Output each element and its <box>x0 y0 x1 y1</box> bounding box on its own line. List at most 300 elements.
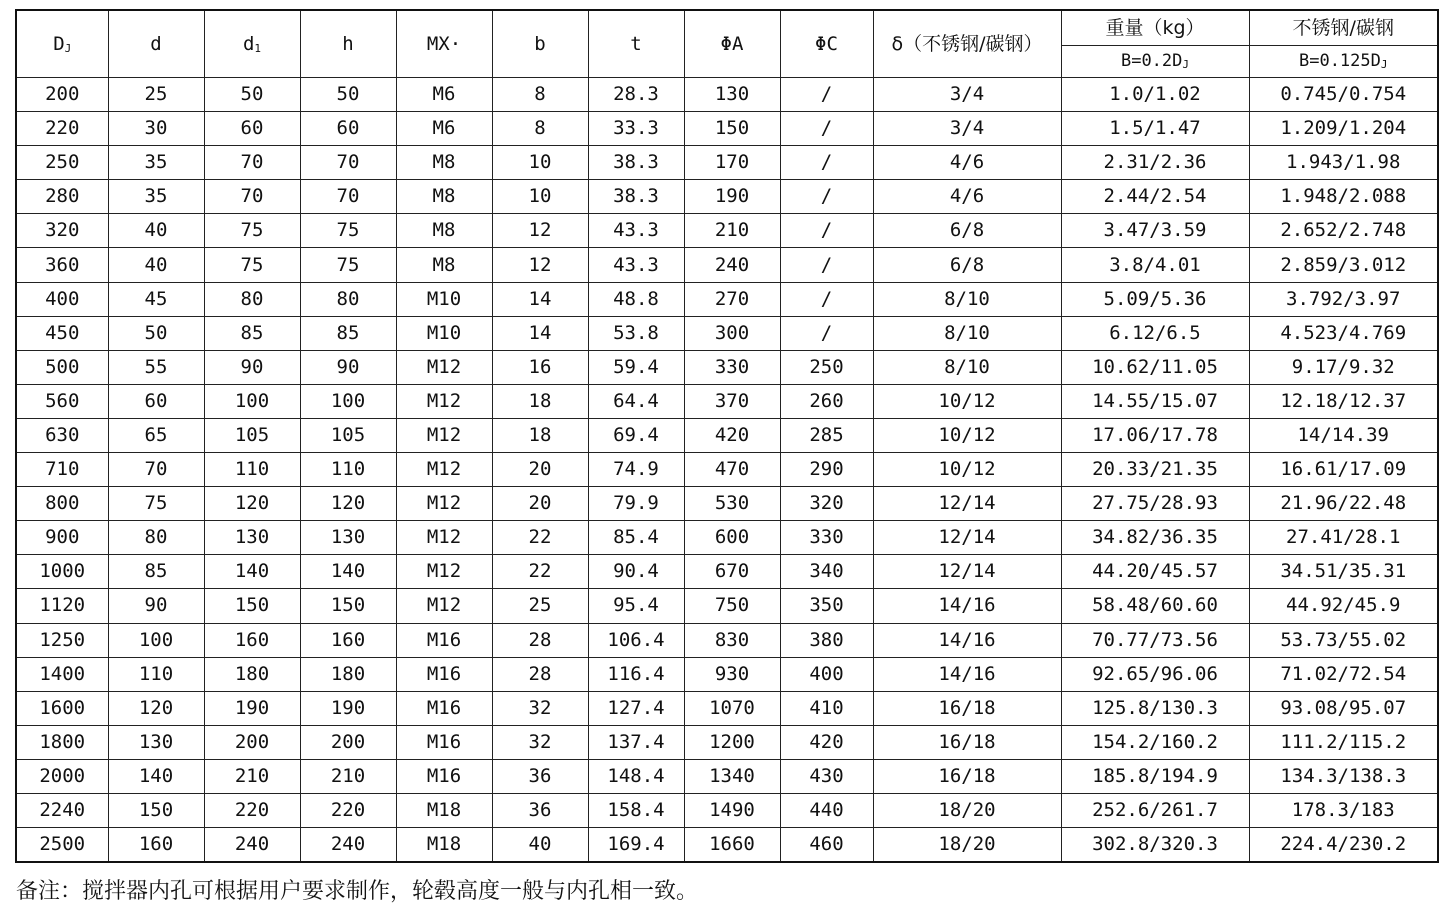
cell-delta: 3/4 <box>873 78 1061 112</box>
table-row <box>16 282 1438 316</box>
cell-b: 22 <box>492 555 588 589</box>
cell-phi-a: 1490 <box>684 793 780 827</box>
cell-phi-c: 330 <box>780 521 873 555</box>
cell-mx: M18 <box>396 828 492 863</box>
cell-h: 120 <box>300 487 396 521</box>
cell-b: 18 <box>492 418 588 452</box>
cell-delta: 8/10 <box>873 282 1061 316</box>
cell-ss-cs: 224.4/230.2 <box>1249 828 1438 863</box>
cell-weight: 20.33/21.35 <box>1061 453 1249 487</box>
cell-mx: M16 <box>396 759 492 793</box>
cell-h: 100 <box>300 384 396 418</box>
cell-t: 43.3 <box>588 248 684 282</box>
cell-delta: 4/6 <box>873 180 1061 214</box>
cell-ss-cs: 71.02/72.54 <box>1249 657 1438 691</box>
cell-dj: 560 <box>16 384 108 418</box>
cell-d1: 130 <box>204 521 300 555</box>
cell-dj: 360 <box>16 248 108 282</box>
cell-phi-c: 285 <box>780 418 873 452</box>
cell-b: 22 <box>492 521 588 555</box>
cell-weight: 58.48/60.60 <box>1061 589 1249 623</box>
cell-t: 43.3 <box>588 214 684 248</box>
cell-d1: 220 <box>204 793 300 827</box>
cell-ss-cs: 21.96/22.48 <box>1249 487 1438 521</box>
cell-d1: 75 <box>204 248 300 282</box>
cell-phi-a: 300 <box>684 316 780 350</box>
cell-d: 50 <box>108 316 204 350</box>
cell-phi-a: 600 <box>684 521 780 555</box>
cell-ss-cs: 134.3/138.3 <box>1249 759 1438 793</box>
cell-d: 35 <box>108 180 204 214</box>
cell-dj: 800 <box>16 487 108 521</box>
table-row <box>16 793 1438 827</box>
cell-h: 110 <box>300 453 396 487</box>
cell-d: 75 <box>108 487 204 521</box>
table-header <box>16 10 1438 78</box>
cell-phi-c: 440 <box>780 793 873 827</box>
cell-mx: M8 <box>396 146 492 180</box>
cell-h: 240 <box>300 828 396 863</box>
cell-phi-c: 410 <box>780 691 873 725</box>
cell-h: 130 <box>300 521 396 555</box>
table-row <box>16 623 1438 657</box>
cell-t: 53.8 <box>588 316 684 350</box>
cell-d1: 140 <box>204 555 300 589</box>
cell-t: 64.4 <box>588 384 684 418</box>
cell-weight: 1.0/1.02 <box>1061 78 1249 112</box>
cell-d1: 80 <box>204 282 300 316</box>
header-weight: 重量（kg） <box>1061 10 1249 46</box>
table-row <box>16 214 1438 248</box>
cell-ss-cs: 2.859/3.012 <box>1249 248 1438 282</box>
cell-weight: 3.47/3.59 <box>1061 214 1249 248</box>
cell-t: 90.4 <box>588 555 684 589</box>
cell-weight: 17.06/17.78 <box>1061 418 1249 452</box>
cell-dj: 1250 <box>16 623 108 657</box>
cell-mx: M8 <box>396 214 492 248</box>
cell-mx: M12 <box>396 384 492 418</box>
table-row <box>16 691 1438 725</box>
cell-phi-c: 380 <box>780 623 873 657</box>
cell-d1: 70 <box>204 146 300 180</box>
cell-d: 85 <box>108 555 204 589</box>
cell-dj: 280 <box>16 180 108 214</box>
cell-delta: 12/14 <box>873 555 1061 589</box>
cell-delta: 6/8 <box>873 214 1061 248</box>
cell-d: 30 <box>108 112 204 146</box>
cell-h: 140 <box>300 555 396 589</box>
cell-mx: M6 <box>396 78 492 112</box>
cell-phi-a: 470 <box>684 453 780 487</box>
cell-delta: 12/14 <box>873 521 1061 555</box>
cell-d1: 60 <box>204 112 300 146</box>
cell-t: 79.9 <box>588 487 684 521</box>
cell-phi-a: 1070 <box>684 691 780 725</box>
header-delta: δ（不锈钢/碳钢） <box>873 10 1061 78</box>
cell-phi-a: 930 <box>684 657 780 691</box>
cell-dj: 1600 <box>16 691 108 725</box>
cell-h: 90 <box>300 350 396 384</box>
cell-phi-c: 400 <box>780 657 873 691</box>
cell-b: 32 <box>492 725 588 759</box>
header-h: h <box>300 10 396 78</box>
cell-phi-a: 370 <box>684 384 780 418</box>
cell-weight: 44.20/45.57 <box>1061 555 1249 589</box>
cell-ss-cs: 1.943/1.98 <box>1249 146 1438 180</box>
cell-phi-a: 750 <box>684 589 780 623</box>
cell-weight: 27.75/28.93 <box>1061 487 1249 521</box>
cell-h: 190 <box>300 691 396 725</box>
cell-delta: 14/16 <box>873 623 1061 657</box>
cell-b: 28 <box>492 623 588 657</box>
table-row <box>16 180 1438 214</box>
cell-t: 169.4 <box>588 828 684 863</box>
cell-t: 148.4 <box>588 759 684 793</box>
cell-d1: 50 <box>204 78 300 112</box>
cell-delta: 10/12 <box>873 384 1061 418</box>
cell-weight: 92.65/96.06 <box>1061 657 1249 691</box>
cell-phi-c: / <box>780 180 873 214</box>
cell-phi-c: / <box>780 282 873 316</box>
cell-d: 40 <box>108 248 204 282</box>
cell-weight: 185.8/194.9 <box>1061 759 1249 793</box>
cell-d: 25 <box>108 78 204 112</box>
cell-phi-c: 420 <box>780 725 873 759</box>
cell-delta: 8/10 <box>873 316 1061 350</box>
header-phi-c: ΦC <box>780 10 873 78</box>
cell-phi-c: 260 <box>780 384 873 418</box>
cell-mx: M6 <box>396 112 492 146</box>
cell-h: 75 <box>300 248 396 282</box>
cell-ss-cs: 1.948/2.088 <box>1249 180 1438 214</box>
cell-phi-a: 830 <box>684 623 780 657</box>
table-row <box>16 316 1438 350</box>
cell-weight: 2.31/2.36 <box>1061 146 1249 180</box>
cell-d: 80 <box>108 521 204 555</box>
cell-d: 40 <box>108 214 204 248</box>
cell-phi-c: / <box>780 248 873 282</box>
cell-dj: 2000 <box>16 759 108 793</box>
cell-dj: 1800 <box>16 725 108 759</box>
spec-table <box>15 9 1439 863</box>
cell-mx: M10 <box>396 282 492 316</box>
cell-phi-a: 420 <box>684 418 780 452</box>
cell-phi-c: 350 <box>780 589 873 623</box>
cell-dj: 2240 <box>16 793 108 827</box>
cell-d1: 190 <box>204 691 300 725</box>
header-mx: MX· <box>396 10 492 78</box>
cell-delta: 10/12 <box>873 418 1061 452</box>
header-d: d <box>108 10 204 78</box>
cell-weight: 6.12/6.5 <box>1061 316 1249 350</box>
table-row <box>16 350 1438 384</box>
cell-t: 158.4 <box>588 793 684 827</box>
cell-d1: 210 <box>204 759 300 793</box>
cell-dj: 900 <box>16 521 108 555</box>
cell-b: 16 <box>492 350 588 384</box>
cell-dj: 1120 <box>16 589 108 623</box>
cell-dj: 220 <box>16 112 108 146</box>
cell-dj: 1400 <box>16 657 108 691</box>
cell-b: 36 <box>492 759 588 793</box>
cell-b: 8 <box>492 78 588 112</box>
cell-h: 105 <box>300 418 396 452</box>
cell-ss-cs: 2.652/2.748 <box>1249 214 1438 248</box>
cell-h: 70 <box>300 180 396 214</box>
cell-b: 14 <box>492 282 588 316</box>
header-dj: $D_J$ <box>16 10 108 78</box>
cell-b: 28 <box>492 657 588 691</box>
cell-b: 18 <box>492 384 588 418</box>
cell-h: 60 <box>300 112 396 146</box>
cell-t: 74.9 <box>588 453 684 487</box>
cell-h: 180 <box>300 657 396 691</box>
cell-d: 90 <box>108 589 204 623</box>
cell-delta: 4/6 <box>873 146 1061 180</box>
cell-h: 220 <box>300 793 396 827</box>
cell-d: 60 <box>108 384 204 418</box>
table-row <box>16 112 1438 146</box>
cell-ss-cs: 3.792/3.97 <box>1249 282 1438 316</box>
cell-mx: M12 <box>396 350 492 384</box>
cell-d: 100 <box>108 623 204 657</box>
table-row <box>16 248 1438 282</box>
cell-t: 38.3 <box>588 180 684 214</box>
cell-ss-cs: 4.523/4.769 <box>1249 316 1438 350</box>
cell-mx: M12 <box>396 589 492 623</box>
cell-d1: 105 <box>204 418 300 452</box>
cell-t: 116.4 <box>588 657 684 691</box>
cell-ss-cs: 111.2/115.2 <box>1249 725 1438 759</box>
cell-d1: 240 <box>204 828 300 863</box>
cell-weight: 10.62/11.05 <box>1061 350 1249 384</box>
cell-phi-c: / <box>780 316 873 350</box>
cell-t: 95.4 <box>588 589 684 623</box>
cell-b: 20 <box>492 487 588 521</box>
cell-t: 33.3 <box>588 112 684 146</box>
cell-delta: 3/4 <box>873 112 1061 146</box>
cell-phi-a: 130 <box>684 78 780 112</box>
table-row <box>16 759 1438 793</box>
cell-h: 80 <box>300 282 396 316</box>
cell-t: 127.4 <box>588 691 684 725</box>
cell-dj: 450 <box>16 316 108 350</box>
cell-d1: 110 <box>204 453 300 487</box>
cell-d1: 180 <box>204 657 300 691</box>
cell-d: 55 <box>108 350 204 384</box>
cell-phi-a: 170 <box>684 146 780 180</box>
cell-ss-cs: 53.73/55.02 <box>1249 623 1438 657</box>
cell-phi-c: 430 <box>780 759 873 793</box>
cell-delta: 16/18 <box>873 759 1061 793</box>
cell-h: 200 <box>300 725 396 759</box>
cell-t: 59.4 <box>588 350 684 384</box>
cell-d: 35 <box>108 146 204 180</box>
cell-b: 20 <box>492 453 588 487</box>
cell-phi-a: 190 <box>684 180 780 214</box>
cell-d: 120 <box>108 691 204 725</box>
cell-phi-c: 340 <box>780 555 873 589</box>
table-row <box>16 146 1438 180</box>
cell-b: 25 <box>492 589 588 623</box>
table-row <box>16 828 1438 863</box>
cell-weight: 34.82/36.35 <box>1061 521 1249 555</box>
cell-b: 36 <box>492 793 588 827</box>
cell-mx: M8 <box>396 248 492 282</box>
cell-delta: 18/20 <box>873 793 1061 827</box>
cell-weight: 154.2/160.2 <box>1061 725 1249 759</box>
cell-mx: M8 <box>396 180 492 214</box>
cell-weight: 1.5/1.47 <box>1061 112 1249 146</box>
cell-h: 210 <box>300 759 396 793</box>
cell-ss-cs: 12.18/12.37 <box>1249 384 1438 418</box>
cell-phi-a: 1340 <box>684 759 780 793</box>
header-phi-a: ΦA <box>684 10 780 78</box>
cell-dj: 2500 <box>16 828 108 863</box>
cell-ss-cs: 34.51/35.31 <box>1249 555 1438 589</box>
cell-weight: 125.8/130.3 <box>1061 691 1249 725</box>
cell-dj: 1000 <box>16 555 108 589</box>
cell-ss-cs: 9.17/9.32 <box>1249 350 1438 384</box>
cell-h: 150 <box>300 589 396 623</box>
cell-dj: 500 <box>16 350 108 384</box>
cell-mx: M12 <box>396 487 492 521</box>
cell-phi-c: 320 <box>780 487 873 521</box>
cell-h: 85 <box>300 316 396 350</box>
header-d1: $d_1$ <box>204 10 300 78</box>
table-row <box>16 555 1438 589</box>
cell-phi-c: / <box>780 112 873 146</box>
cell-weight: 14.55/15.07 <box>1061 384 1249 418</box>
table-row <box>16 78 1438 112</box>
cell-delta: 12/14 <box>873 487 1061 521</box>
cell-phi-a: 270 <box>684 282 780 316</box>
cell-weight: 3.8/4.01 <box>1061 248 1249 282</box>
table-row <box>16 487 1438 521</box>
cell-b: 10 <box>492 180 588 214</box>
cell-weight: 2.44/2.54 <box>1061 180 1249 214</box>
cell-mx: M16 <box>396 657 492 691</box>
cell-ss-cs: 16.61/17.09 <box>1249 453 1438 487</box>
cell-weight: 5.09/5.36 <box>1061 282 1249 316</box>
cell-d1: 90 <box>204 350 300 384</box>
cell-delta: 16/18 <box>873 725 1061 759</box>
cell-mx: M16 <box>396 725 492 759</box>
cell-weight: 302.8/320.3 <box>1061 828 1249 863</box>
cell-d: 150 <box>108 793 204 827</box>
cell-t: 48.8 <box>588 282 684 316</box>
cell-dj: 710 <box>16 453 108 487</box>
cell-phi-a: 1660 <box>684 828 780 863</box>
cell-phi-a: 670 <box>684 555 780 589</box>
cell-phi-a: 530 <box>684 487 780 521</box>
header-t: t <box>588 10 684 78</box>
cell-phi-c: 250 <box>780 350 873 384</box>
cell-dj: 250 <box>16 146 108 180</box>
table-body <box>16 78 1438 863</box>
cell-delta: 14/16 <box>873 589 1061 623</box>
cell-t: 137.4 <box>588 725 684 759</box>
cell-phi-a: 1200 <box>684 725 780 759</box>
header-weight-sub: $B=0.2D_J$ <box>1061 46 1249 78</box>
cell-phi-c: 460 <box>780 828 873 863</box>
cell-h: 160 <box>300 623 396 657</box>
cell-t: 28.3 <box>588 78 684 112</box>
cell-d: 65 <box>108 418 204 452</box>
footnote: 备注：搅拌器内孔可根据用户要求制作，轮毂高度一般与内孔相一致。 <box>16 879 699 904</box>
cell-b: 12 <box>492 214 588 248</box>
table-row <box>16 657 1438 691</box>
cell-phi-c: / <box>780 214 873 248</box>
cell-t: 85.4 <box>588 521 684 555</box>
cell-d1: 160 <box>204 623 300 657</box>
cell-h: 50 <box>300 78 396 112</box>
table-row <box>16 384 1438 418</box>
cell-ss-cs: 0.745/0.754 <box>1249 78 1438 112</box>
cell-d: 140 <box>108 759 204 793</box>
cell-phi-c: / <box>780 146 873 180</box>
cell-d1: 200 <box>204 725 300 759</box>
cell-delta: 8/10 <box>873 350 1061 384</box>
cell-ss-cs: 178.3/183 <box>1249 793 1438 827</box>
cell-d1: 85 <box>204 316 300 350</box>
cell-d1: 70 <box>204 180 300 214</box>
cell-d: 110 <box>108 657 204 691</box>
cell-ss-cs: 14/14.39 <box>1249 418 1438 452</box>
cell-delta: 6/8 <box>873 248 1061 282</box>
cell-mx: M10 <box>396 316 492 350</box>
cell-b: 10 <box>492 146 588 180</box>
cell-d: 160 <box>108 828 204 863</box>
cell-mx: M16 <box>396 623 492 657</box>
cell-phi-a: 240 <box>684 248 780 282</box>
cell-ss-cs: 1.209/1.204 <box>1249 112 1438 146</box>
cell-t: 106.4 <box>588 623 684 657</box>
cell-phi-a: 330 <box>684 350 780 384</box>
cell-mx: M12 <box>396 418 492 452</box>
cell-phi-c: 290 <box>780 453 873 487</box>
cell-dj: 200 <box>16 78 108 112</box>
cell-b: 12 <box>492 248 588 282</box>
cell-weight: 252.6/261.7 <box>1061 793 1249 827</box>
cell-weight: 70.77/73.56 <box>1061 623 1249 657</box>
table-row <box>16 453 1438 487</box>
header-b: b <box>492 10 588 78</box>
table-row <box>16 589 1438 623</box>
cell-b: 14 <box>492 316 588 350</box>
cell-phi-c: / <box>780 78 873 112</box>
table-row <box>16 418 1438 452</box>
cell-h: 70 <box>300 146 396 180</box>
cell-delta: 14/16 <box>873 657 1061 691</box>
cell-mx: M12 <box>396 555 492 589</box>
cell-delta: 18/20 <box>873 828 1061 863</box>
cell-mx: M18 <box>396 793 492 827</box>
header-ss-cs-sub: $B=0.125D_J$ <box>1249 46 1438 78</box>
cell-d1: 120 <box>204 487 300 521</box>
cell-t: 38.3 <box>588 146 684 180</box>
cell-dj: 400 <box>16 282 108 316</box>
cell-ss-cs: 27.41/28.1 <box>1249 521 1438 555</box>
cell-t: 69.4 <box>588 418 684 452</box>
cell-d1: 150 <box>204 589 300 623</box>
cell-dj: 320 <box>16 214 108 248</box>
table-row <box>16 725 1438 759</box>
cell-mx: M16 <box>396 691 492 725</box>
cell-delta: 10/12 <box>873 453 1061 487</box>
header-ss-cs: 不锈钢/碳钢 <box>1249 10 1438 46</box>
cell-ss-cs: 44.92/45.9 <box>1249 589 1438 623</box>
